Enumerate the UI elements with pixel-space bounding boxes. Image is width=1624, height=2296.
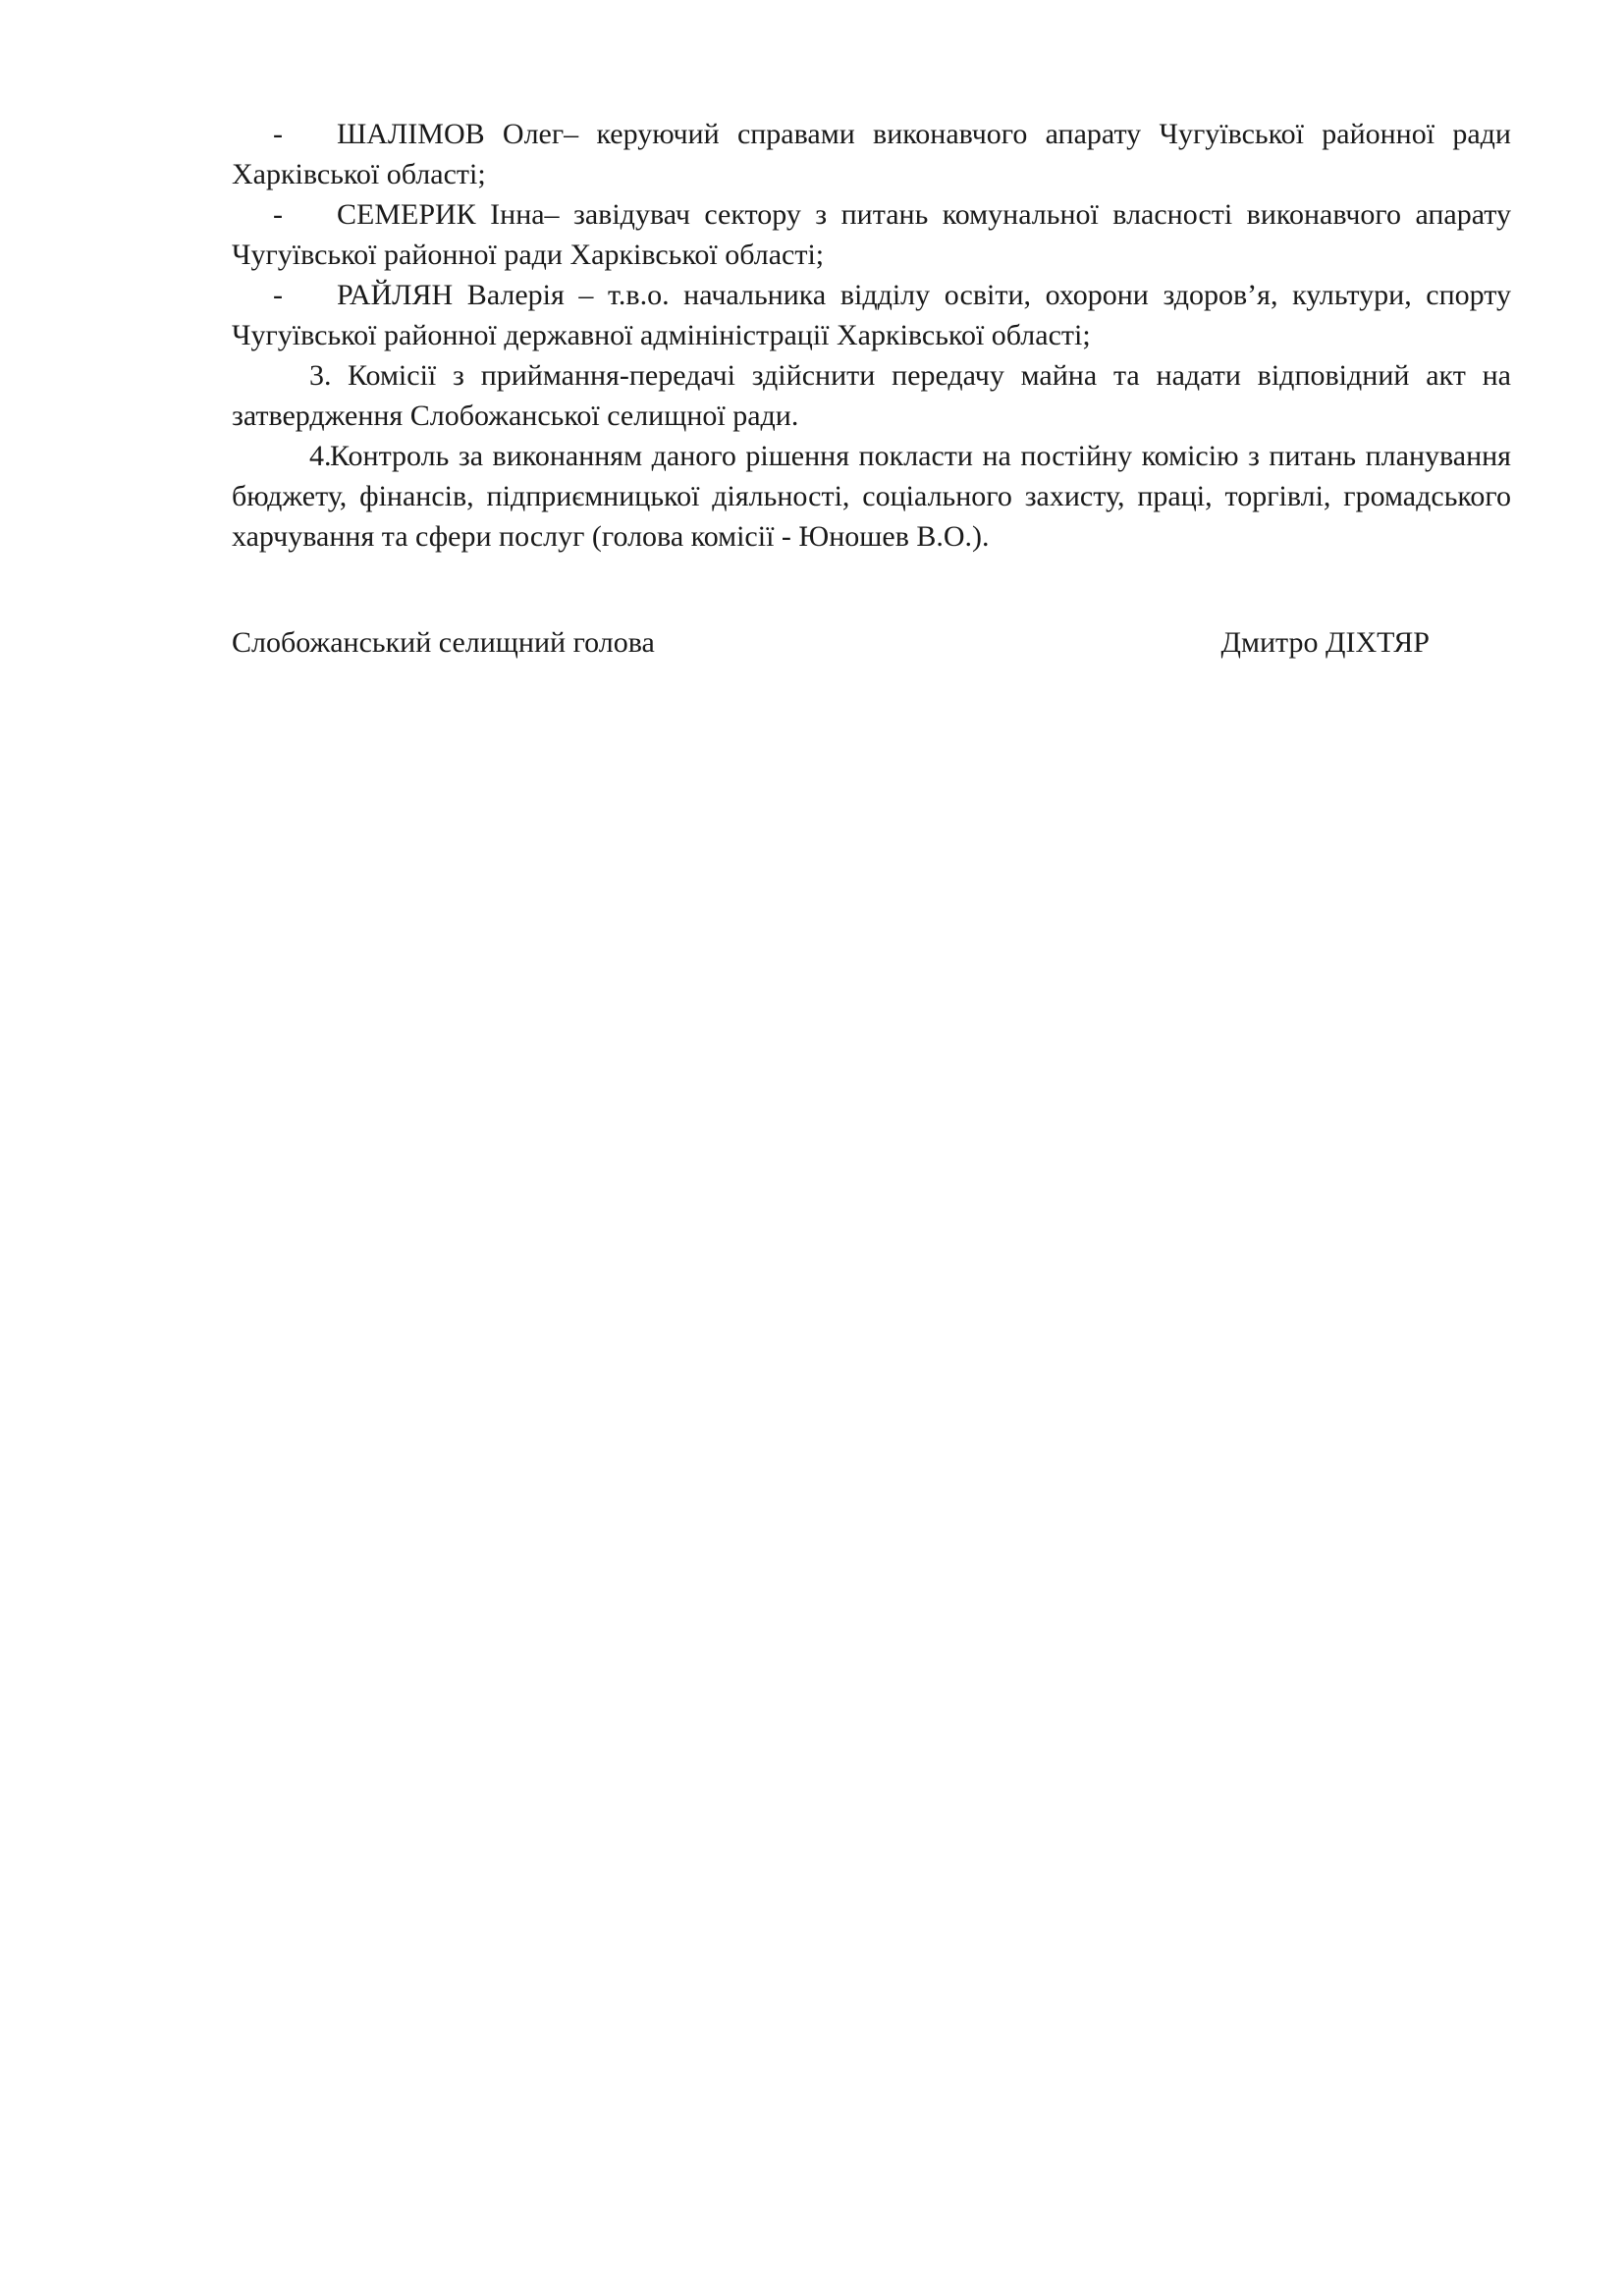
decision-clause-3	[232, 355, 1511, 436]
clause-text: Контроль за виконанням даного рішення покласти на постійну комісію з питань планування бюджету, фінансів, підприємницької діяльності, соціального захисту, праці, торгівлі, громадського харчування та сфери послуг (голова комісії - Юношев В.О.).	[232, 440, 1511, 553]
clause-number: 4.	[309, 440, 332, 472]
document-body	[232, 114, 1511, 557]
list-dash-marker: -	[273, 279, 283, 311]
clause-number: 3.	[309, 359, 332, 392]
committee-member-item	[232, 275, 1511, 355]
list-dash-marker: -	[273, 198, 283, 231]
signatory-name: Дмитро ДІХТЯР	[1220, 626, 1430, 659]
signatory-position: Слобожанський селищний голова	[232, 626, 655, 659]
committee-member-text: ШАЛІМОВ Олег– керуючий справами виконавчого апарату Чугуївської районної ради Харківської області;	[232, 118, 1511, 190]
committee-member-item	[232, 114, 1511, 194]
clause-text: Комісії з приймання-передачі здійснити передачу майна та надати відповідний акт на затвердження Слобожанської селищної ради.	[232, 359, 1511, 432]
committee-member-text: РАЙЛЯН Валерія – т.в.о. начальника відділу освіти, охорони здоров’я, культури, спорту Чугуївської районної державної адмініністрації Харківської області;	[232, 279, 1511, 351]
committee-member-text: СЕМЕРИК Інна– завідувач сектору з питань комунальної власності виконавчого апарату Чугуївської районної ради Харківської області;	[232, 198, 1511, 271]
list-dash-marker: -	[273, 118, 283, 150]
committee-member-item	[232, 194, 1511, 275]
decision-clause-4	[232, 436, 1511, 557]
